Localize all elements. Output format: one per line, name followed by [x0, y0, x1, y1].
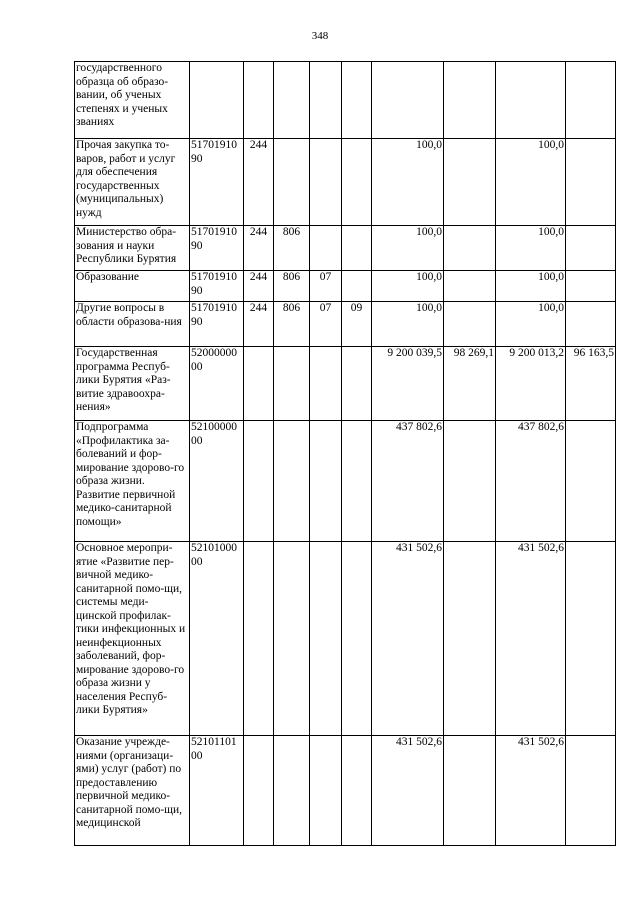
- expense-type-cell: [244, 62, 274, 139]
- table-row: [75, 139, 616, 226]
- target-code-cell: 52000000 00: [190, 347, 244, 421]
- amount-4-cell: [566, 542, 616, 736]
- row-name-cell: Прочая закупка то-варов, работ и услуг для обеспечения государственных (муниципальных) нужд: [75, 139, 190, 226]
- target-code-cell: 51701910 90: [190, 271, 244, 302]
- subsection-code-cell: [342, 139, 372, 226]
- amount-1-cell: 100,0: [372, 139, 444, 226]
- expense-type-cell: 244: [244, 226, 274, 271]
- amount-4-cell: [566, 271, 616, 302]
- ministry-code-cell: [274, 542, 310, 736]
- expense-type-cell: 244: [244, 302, 274, 347]
- table-row: [75, 226, 616, 271]
- expense-type-cell: [244, 542, 274, 736]
- row-name-cell: Государственная программа Респуб-лики Бурятия «Раз-витие здравоохра-нения»: [75, 347, 190, 421]
- amount-4-cell: [566, 736, 616, 846]
- amount-3-cell: 431 502,6: [496, 542, 566, 736]
- amount-3-cell: [496, 62, 566, 139]
- table-row: [75, 347, 616, 421]
- amount-3-cell: 100,0: [496, 226, 566, 271]
- amount-3-cell: 100,0: [496, 271, 566, 302]
- amount-2-cell: [444, 736, 496, 846]
- section-code-cell: 07: [310, 302, 342, 347]
- ministry-code-cell: 806: [274, 226, 310, 271]
- expense-type-cell: [244, 421, 274, 542]
- amount-4-cell: [566, 226, 616, 271]
- amount-4-cell: [566, 421, 616, 542]
- expense-type-cell: 244: [244, 271, 274, 302]
- expense-type-cell: [244, 347, 274, 421]
- table-row: [75, 62, 616, 139]
- expense-type-cell: 244: [244, 139, 274, 226]
- amount-1-cell: 100,0: [372, 302, 444, 347]
- amount-4-cell: [566, 62, 616, 139]
- amount-1-cell: 9 200 039,5: [372, 347, 444, 421]
- budget-table: [74, 61, 616, 846]
- ministry-code-cell: [274, 139, 310, 226]
- row-name-cell: Подпрограмма «Профилактика за-болеваний и фор-мирование здорово-го образа жизни. Развитие первичной медико-санитарной помощи»: [75, 421, 190, 542]
- section-code-cell: [310, 347, 342, 421]
- subsection-code-cell: [342, 226, 372, 271]
- amount-2-cell: [444, 139, 496, 226]
- amount-1-cell: 100,0: [372, 226, 444, 271]
- amount-4-cell: 96 163,5: [566, 347, 616, 421]
- target-code-cell: 51701910 90: [190, 226, 244, 271]
- amount-2-cell: [444, 302, 496, 347]
- row-name-cell: Министерство обра-зования и науки Республики Бурятия: [75, 226, 190, 271]
- target-code-cell: 52100000 00: [190, 421, 244, 542]
- row-name-cell: Другие вопросы в области образова-ния: [75, 302, 190, 347]
- row-name-cell: Оказание учрежде-ниями (организаци-ями) услуг (работ) по предоставлению первичной медико-санитарной помо-щи, медицинской: [75, 736, 190, 846]
- row-name-cell: государственного образца об образо-вании, об ученых степенях и ученых званиях: [75, 62, 190, 139]
- table-row: [75, 271, 616, 302]
- subsection-code-cell: [342, 62, 372, 139]
- ministry-code-cell: [274, 421, 310, 542]
- section-code-cell: [310, 736, 342, 846]
- section-code-cell: [310, 226, 342, 271]
- amount-2-cell: [444, 421, 496, 542]
- amount-2-cell: [444, 226, 496, 271]
- ministry-code-cell: 806: [274, 302, 310, 347]
- ministry-code-cell: [274, 62, 310, 139]
- target-code-cell: 52101101 00: [190, 736, 244, 846]
- table-row: [75, 302, 616, 347]
- amount-1-cell: 437 802,6: [372, 421, 444, 542]
- amount-4-cell: [566, 139, 616, 226]
- amount-3-cell: 9 200 013,2: [496, 347, 566, 421]
- subsection-code-cell: [342, 542, 372, 736]
- subsection-code-cell: [342, 736, 372, 846]
- amount-1-cell: [372, 62, 444, 139]
- amount-1-cell: 431 502,6: [372, 736, 444, 846]
- table-row: [75, 736, 616, 846]
- amount-2-cell: [444, 271, 496, 302]
- section-code-cell: [310, 421, 342, 542]
- section-code-cell: [310, 139, 342, 226]
- subsection-code-cell: [342, 421, 372, 542]
- target-code-cell: 51701910 90: [190, 302, 244, 347]
- amount-1-cell: 431 502,6: [372, 542, 444, 736]
- expense-type-cell: [244, 736, 274, 846]
- amount-4-cell: [566, 302, 616, 347]
- table-row: [75, 542, 616, 736]
- page-number: 348: [311, 30, 329, 42]
- target-code-cell: 52101000 00: [190, 542, 244, 736]
- amount-1-cell: 100,0: [372, 271, 444, 302]
- amount-3-cell: 100,0: [496, 302, 566, 347]
- row-name-cell: Образование: [75, 271, 190, 302]
- amount-3-cell: 431 502,6: [496, 736, 566, 846]
- ministry-code-cell: [274, 736, 310, 846]
- subsection-code-cell: 09: [342, 302, 372, 347]
- table-row: [75, 421, 616, 542]
- amount-2-cell: 98 269,1: [444, 347, 496, 421]
- amount-2-cell: [444, 542, 496, 736]
- target-code-cell: 51701910 90: [190, 139, 244, 226]
- section-code-cell: [310, 62, 342, 139]
- amount-3-cell: 437 802,6: [496, 421, 566, 542]
- section-code-cell: 07: [310, 271, 342, 302]
- section-code-cell: [310, 542, 342, 736]
- target-code-cell: [190, 62, 244, 139]
- amount-3-cell: 100,0: [496, 139, 566, 226]
- subsection-code-cell: [342, 347, 372, 421]
- subsection-code-cell: [342, 271, 372, 302]
- ministry-code-cell: [274, 347, 310, 421]
- ministry-code-cell: 806: [274, 271, 310, 302]
- amount-2-cell: [444, 62, 496, 139]
- row-name-cell: Основное меропри-ятие «Развитие пер-вичной медико-санитарной помо-щи, системы меди-цинской профилак-тики инфекционных и неинфекционных заболеваний, фор-мирование здорово-го образа жизни у населения Респуб-лики Бурятия»: [75, 542, 190, 736]
